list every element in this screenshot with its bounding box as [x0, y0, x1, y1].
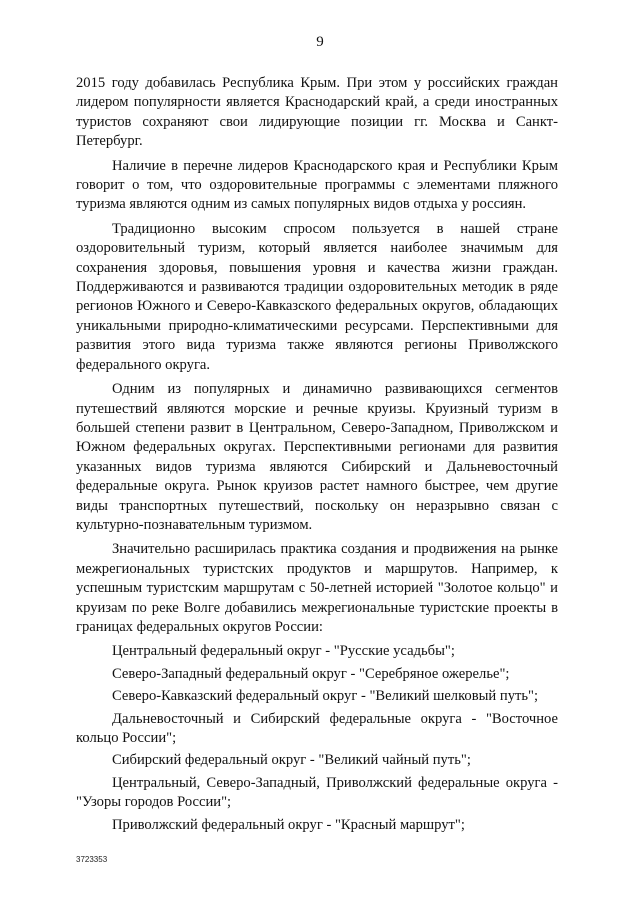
list-item: Центральный, Северо-Западный, Приволжский федеральные округа - "Узоры городов России"; [76, 774, 558, 811]
page-number: 9 [316, 34, 324, 50]
list-item: Сибирский федеральный округ - "Великий чайный путь"; [112, 752, 471, 769]
list-item: Центральный федеральный округ - "Русские усадьбы"; [112, 643, 455, 660]
list-item: Северо-Кавказский федеральный округ - "Великий шелковый путь"; [112, 688, 539, 705]
list-item: Северо-Западный федеральный округ - "Серебряное ожерелье"; [112, 665, 510, 682]
paragraph-continued: 2015 году добавилась Республика Крым. При этом у российских граждан лидером популярности является Краснодарский край, а среди иностранных туристов сохраняют свои лидирующие позиции гг. Москва и Санкт-Петербург. [76, 75, 558, 150]
paragraph: Значительно расширилась практика создания и продвижения на рынке межрегиональных туристских продуктов и маршрутов. Например, к успешным туристским маршрутам с 50-летней историей "Золотое кольцо" и круизам по реке Волге добавились межрегиональные туристские проекты в границах федеральных округов России: [76, 541, 558, 635]
paragraph: Традиционно высоким спросом пользуется в нашей стране оздоровительный туризм, который является наиболее значимым для сохранения здоровья, повышения уровня и качества жизни граждан. Поддерживаются и развиваются традиции оздоровительных методик в ряде регионов Южного и Северо-Кавказского федеральных округов, обладающих уникальными природно-климатическими ресурсами. Перспективными для развития этого вида туризма также являются регионы Приволжского федерального округа. [76, 220, 558, 373]
paragraph: Одним из популярных и динамично развивающихся сегментов путешествий являются морские и речные круизы. Круизный туризм в большей степени развит в Центральном, Северо-Западном, Приволжском и Южном федеральных округах. Перспективными регионами для развития указанных видов туризма являются Сибирский и Дальневосточный федеральные округа. Рынок круизов растет намного быстрее, чем другие виды транспортных путешествий, поскольку он неразрывно связан с культурно-познавательным туризмом. [76, 381, 558, 533]
list-item: Приволжский федеральный округ - "Красный маршрут"; [112, 816, 465, 833]
document-body [76, 74, 558, 838]
list-item: Дальневосточный и Сибирский федеральные округа - "Восточное кольцо России"; [76, 710, 558, 746]
paragraph: Наличие в перечне лидеров Краснодарского края и Республики Крым говорит о том, что оздоровительные программы с элементами пляжного туризма являются одним из самых популярных видов отдыха у россиян. [76, 157, 558, 213]
document-code: 3723353 [76, 855, 108, 864]
